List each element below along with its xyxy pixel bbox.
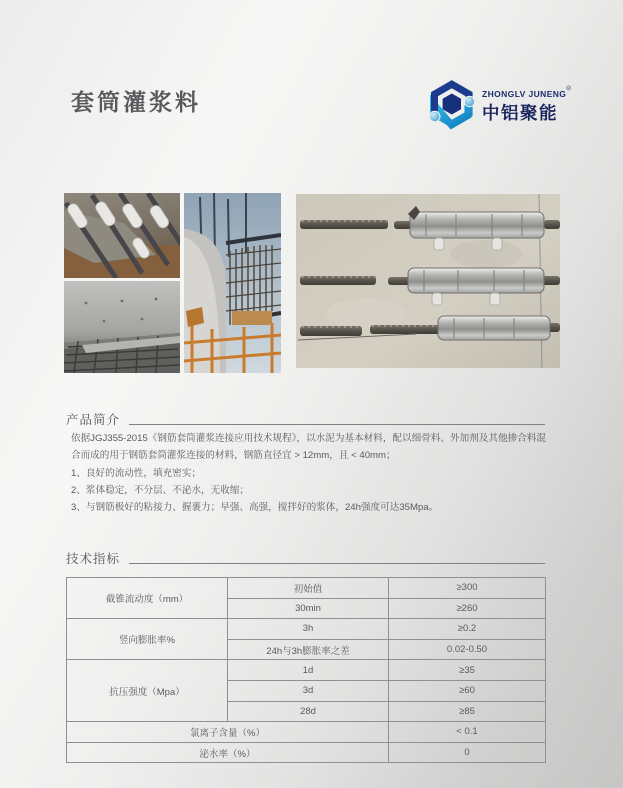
spec-group-compressive-strength: 抗压强度（Mpa）: [67, 660, 228, 722]
spec-value: 0.02-0.50: [389, 639, 546, 660]
intro-paragraph: 依据JGJ355-2015《钢筋套筒灌浆连接应用技术规程》，以水泥为基本材料，配以细骨料、外加剂及其他掺合料混合而成的用于钢筋套筒灌浆连接的材料，钢筋直径宜 > 12mm，且 < 40mm；: [71, 433, 546, 462]
spec-value: ≥0.2: [389, 619, 546, 640]
brand-logo-text: [482, 85, 571, 122]
intro-heading-label: 产品简介: [66, 413, 121, 427]
spec-item: 1d: [228, 660, 389, 681]
spec-value: ≥260: [389, 598, 546, 619]
spec-item: 24h与3h膨胀率之差: [228, 639, 389, 660]
spec-value: 0: [389, 742, 546, 763]
spec-table: [66, 577, 546, 763]
spec-item: 初始值: [228, 578, 389, 599]
spec-chloride-content: 氯离子含量（%）: [67, 722, 389, 743]
rebar-couplers-photo: [64, 193, 180, 278]
spec-value: ≥85: [389, 701, 546, 722]
spec-bleeding-rate: 泌水率（%）: [67, 742, 389, 763]
spec-item: 3h: [228, 619, 389, 640]
intro-heading-rule: [129, 424, 545, 425]
intro-bullet-3: 3、与钢筋极好的粘接力、握裹力；早强、高强，搅拌好的浆体，24h强度可达35Mpa。: [71, 502, 439, 514]
photo-gallery: [64, 193, 561, 373]
brand-logo: [429, 78, 571, 130]
spec-item: 3d: [228, 680, 389, 701]
table-row: [67, 742, 546, 763]
specs-heading-label: 技术指标: [66, 552, 121, 566]
spec-item: 30min: [228, 598, 389, 619]
table-row: [67, 722, 546, 743]
registered-trademark-mark: ®: [566, 87, 571, 94]
spec-value: < 0.1: [389, 722, 546, 743]
brand-name-cn: 中铝聚能: [482, 103, 558, 124]
table-row: [67, 660, 546, 681]
table-row: [67, 619, 546, 640]
hexagon-logo-icon: [429, 78, 475, 130]
specs-heading-rule: [129, 563, 545, 564]
intro-bullet-1: 1、良好的流动性，填充密实；: [71, 467, 202, 479]
spec-value: ≥300: [389, 578, 546, 599]
grout-sleeve-splices-photo: [296, 194, 560, 368]
spec-value: ≥35: [389, 660, 546, 681]
brand-name-en: ZHONGLV JUNENG: [482, 89, 567, 100]
intro-bullet-2: 2、浆体稳定，不分层、不泌水，无收缩；: [71, 484, 250, 496]
spec-group-expansion: 竖向膨胀率%: [67, 619, 228, 660]
intro-body: [71, 430, 548, 516]
spec-value: ≥60: [389, 680, 546, 701]
page-title: 套筒灌浆料: [71, 89, 201, 115]
spec-group-flowability: 截锥流动度（mm）: [67, 578, 228, 619]
column-rebar-photo: [184, 193, 281, 373]
table-row: [67, 578, 546, 599]
specs-section-heading: [66, 549, 545, 567]
spec-item: 28d: [228, 701, 389, 722]
precast-slab-photo: [64, 281, 180, 373]
intro-section-heading: [66, 410, 545, 428]
